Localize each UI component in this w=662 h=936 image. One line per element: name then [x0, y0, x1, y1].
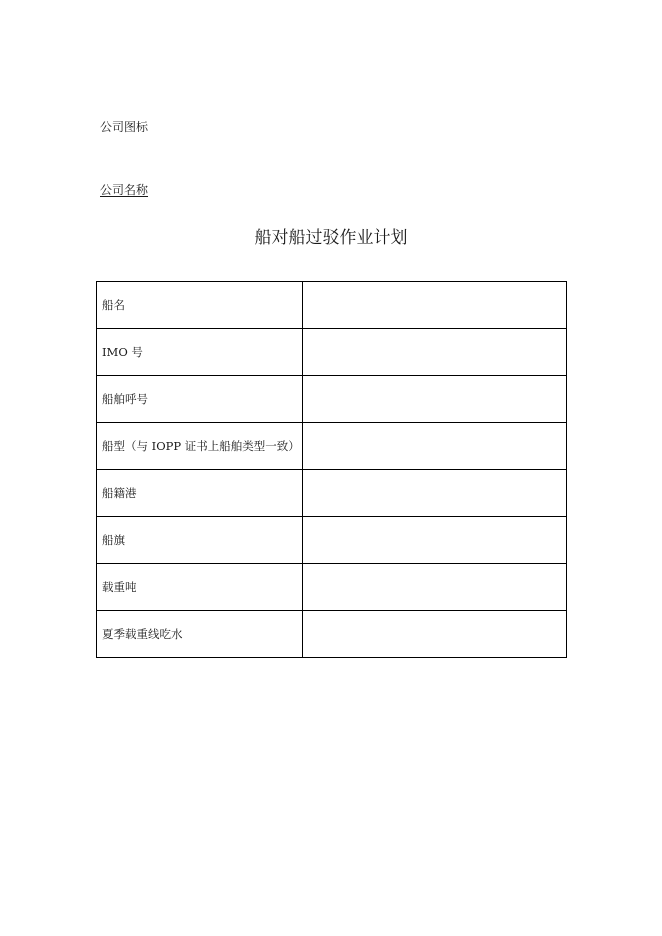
row-label-deadweight: 载重吨 — [97, 564, 303, 611]
document-title-text: 船对船过驳作业计划 — [254, 228, 408, 248]
table-row — [97, 376, 567, 423]
row-label-ship-name: 船名 — [97, 282, 303, 329]
table-row — [97, 611, 567, 658]
table-row — [97, 517, 567, 564]
table-row — [97, 564, 567, 611]
row-value-deadweight[interactable] — [303, 564, 567, 611]
row-label-flag: 船旗 — [97, 517, 303, 564]
row-value-call-sign[interactable] — [303, 376, 567, 423]
row-label-imo-number: IMO 号 — [97, 329, 303, 376]
row-label-summer-draft: 夏季载重线吃水 — [97, 611, 303, 658]
document-title — [0, 226, 662, 250]
row-value-ship-type[interactable] — [303, 423, 567, 470]
table-row — [97, 329, 567, 376]
row-value-port-of-registry[interactable] — [303, 470, 567, 517]
row-label-ship-type: 船型（与 IOPP 证书上船舶类型一致） — [97, 423, 303, 470]
row-value-ship-name[interactable] — [303, 282, 567, 329]
company-name: 公司名称 — [100, 183, 149, 197]
row-value-flag[interactable] — [303, 517, 567, 564]
row-label-call-sign: 船舶呼号 — [97, 376, 303, 423]
row-label-port-of-registry: 船籍港 — [97, 470, 303, 517]
table-row — [97, 470, 567, 517]
company-logo-placeholder: 公司图标 — [100, 120, 149, 134]
table-row — [97, 282, 567, 329]
vessel-info-table — [96, 281, 567, 658]
table-row — [97, 423, 567, 470]
row-value-summer-draft[interactable] — [303, 611, 567, 658]
row-value-imo-number[interactable] — [303, 329, 567, 376]
